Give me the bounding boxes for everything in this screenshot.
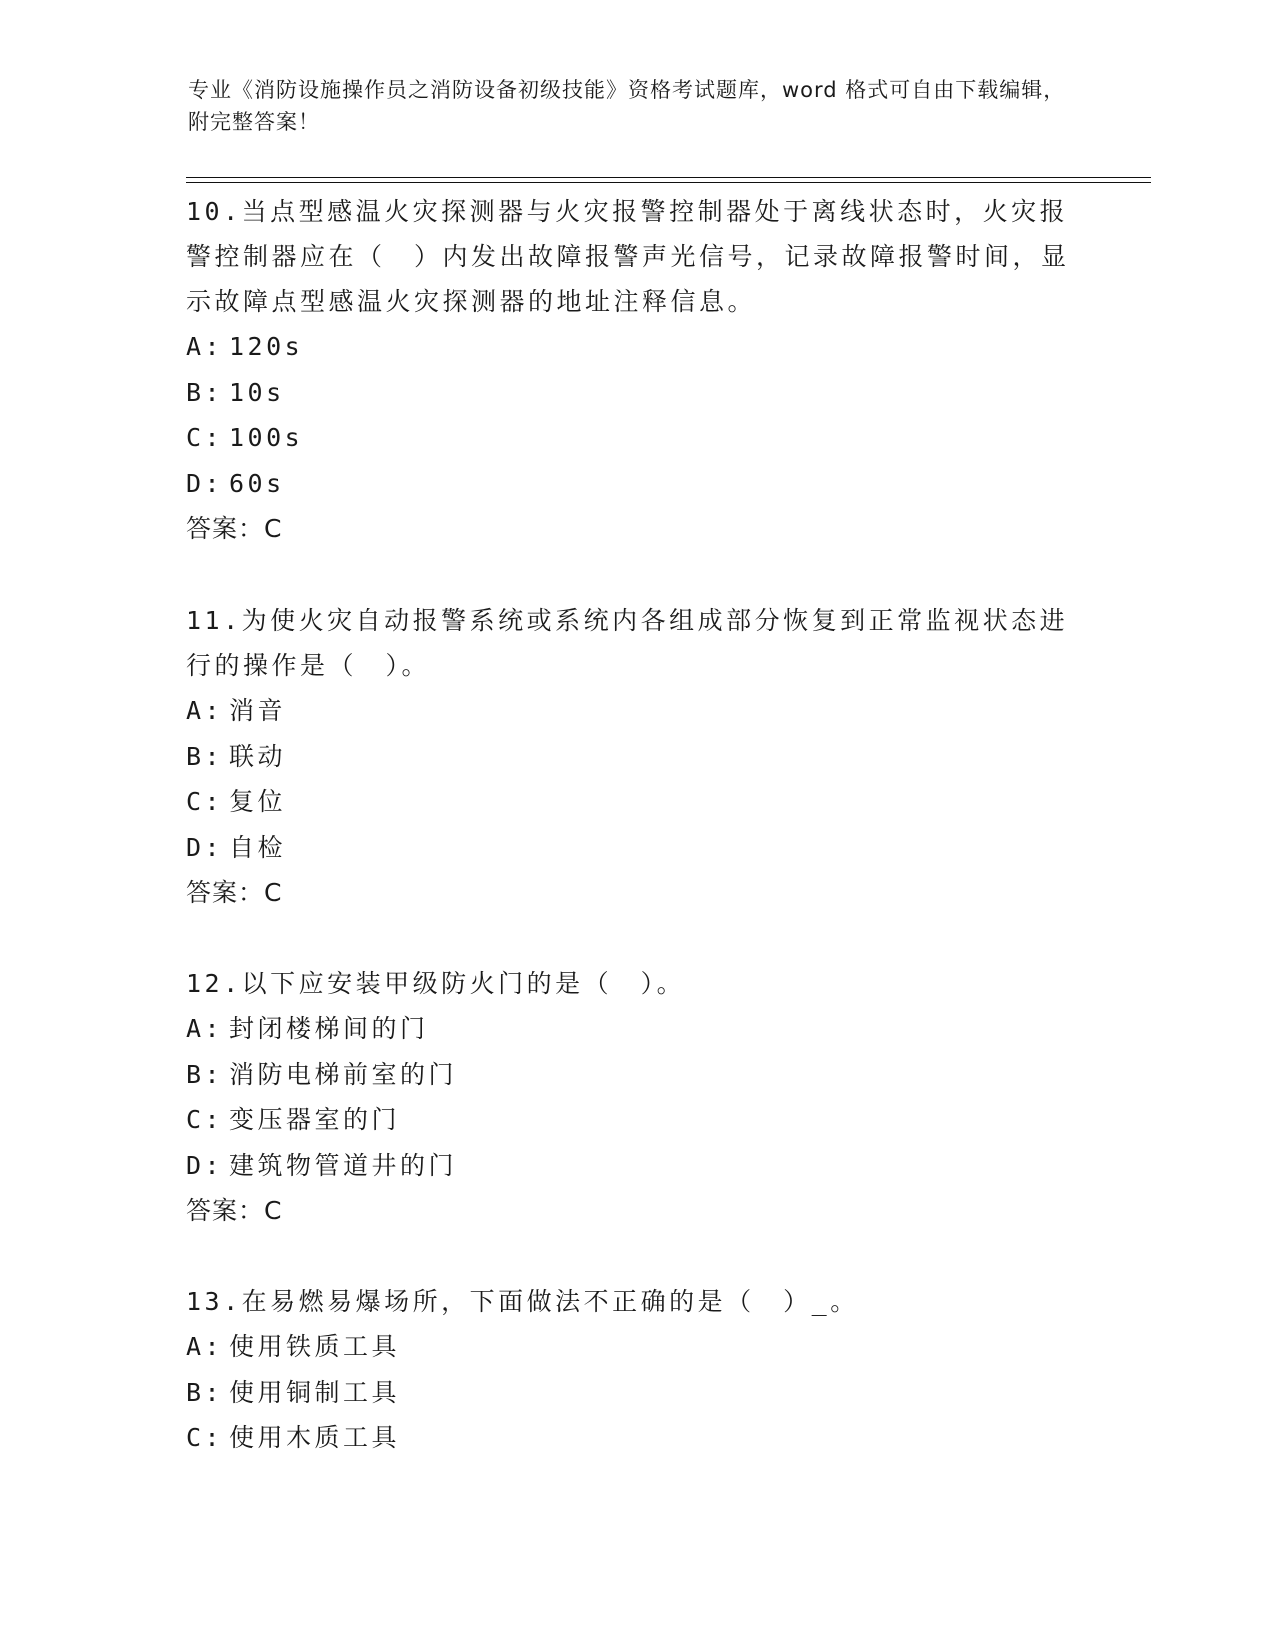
option-b <box>186 370 1086 416</box>
option-text: 建筑物管道井的门 <box>229 1150 458 1180</box>
option-a <box>186 1324 1086 1370</box>
answer-line: 答案：C <box>186 514 283 543</box>
option-c <box>186 779 1086 825</box>
question-stem: 10.当点型感温火灾探测器与火灾报警控制器处于离线状态时，火灾报警控制器应在（ ）内发出故障报警声光信号，记录故障报警时间，显示故障点型感温火灾探测器的地址注释信息。 <box>186 197 1070 316</box>
option-text: 联动 <box>229 741 287 771</box>
option-c <box>186 1097 1086 1143</box>
option-b <box>186 734 1086 780</box>
question-12 <box>186 961 1086 1233</box>
option-letter: C: <box>186 787 224 816</box>
option-d <box>186 461 1086 507</box>
option-text: 60s <box>229 468 285 498</box>
option-a <box>186 688 1086 734</box>
document-header <box>188 74 1068 138</box>
option-letter: B: <box>186 377 224 407</box>
option-text: 使用铁质工具 <box>229 1332 401 1361</box>
option-text: 封闭楼梯间的门 <box>229 1014 429 1043</box>
question-10 <box>186 189 1086 551</box>
option-c <box>186 1415 1086 1461</box>
option-text: 10s <box>229 377 285 407</box>
option-text: 120s <box>229 332 304 361</box>
option-d <box>186 825 1086 871</box>
option-a <box>186 324 1086 370</box>
option-text: 100s <box>229 423 304 452</box>
option-text: 消音 <box>229 696 287 725</box>
option-letter: B: <box>186 741 224 771</box>
option-d <box>186 1143 1086 1189</box>
question-11 <box>186 598 1086 915</box>
option-letter: D: <box>186 832 224 862</box>
option-letter: A: <box>186 1332 224 1361</box>
option-text: 使用木质工具 <box>229 1423 401 1452</box>
option-letter: B: <box>186 1377 224 1407</box>
option-letter: A: <box>186 1014 224 1043</box>
question-stem: 12.以下应安装甲级防火门的是（ ）。 <box>186 969 686 998</box>
question-stem: 13.在易燃易爆场所，下面做法不正确的是（ ）_。 <box>186 1287 859 1316</box>
option-letter: D: <box>186 1150 224 1180</box>
option-letter: A: <box>186 332 224 361</box>
option-a <box>186 1006 1086 1052</box>
question-stem: 11.为使火灾自动报警系统或系统内各组成部分恢复到正常监视状态进行的操作是（ ）。 <box>186 606 1069 680</box>
option-letter: D: <box>186 468 224 498</box>
option-letter: C: <box>186 1105 224 1134</box>
option-b <box>186 1370 1086 1416</box>
option-c <box>186 415 1086 461</box>
option-text: 复位 <box>229 787 287 816</box>
option-text: 消防电梯前室的门 <box>229 1059 458 1089</box>
answer-line: 答案：C <box>186 878 283 907</box>
option-text: 自检 <box>229 832 287 862</box>
option-text: 变压器室的门 <box>229 1105 401 1134</box>
option-text: 使用铜制工具 <box>229 1377 401 1407</box>
option-letter: C: <box>186 1423 224 1452</box>
header-divider-top <box>186 177 1151 178</box>
option-letter: C: <box>186 423 224 452</box>
option-letter: B: <box>186 1059 224 1089</box>
option-letter: A: <box>186 696 224 725</box>
option-b <box>186 1052 1086 1098</box>
question-13 <box>186 1279 1086 1461</box>
header-title: 专业《消防设施操作员之消防设备初级技能》资格考试题库，word 格式可自由下载编辑，附完整答案！ <box>188 78 1066 134</box>
answer-line: 答案：C <box>186 1196 283 1225</box>
header-divider-bottom <box>186 182 1151 183</box>
